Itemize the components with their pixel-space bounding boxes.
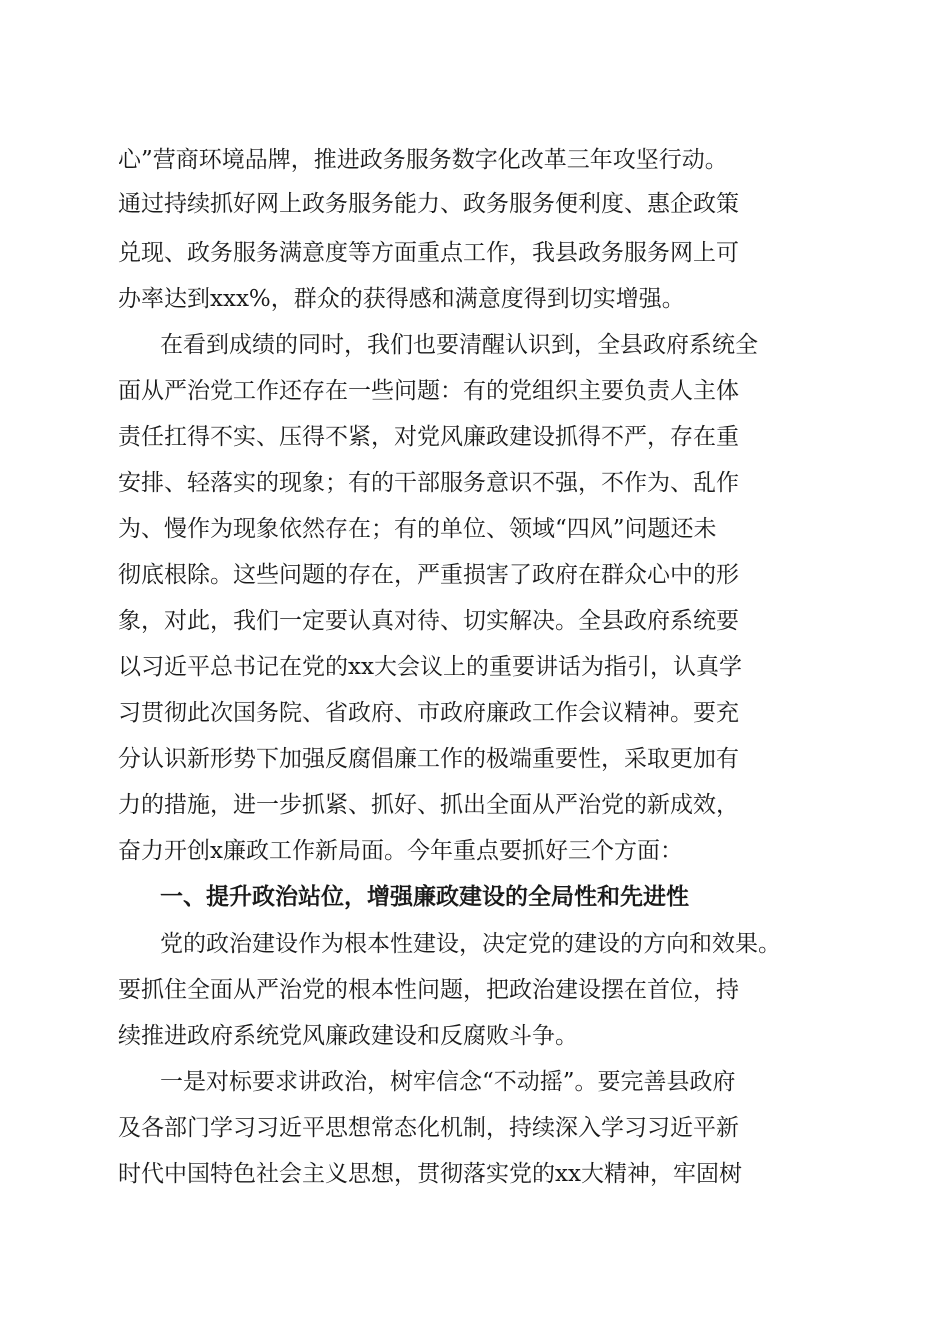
paragraph-line: 续推进政府系统党风廉政建设和反腐败斗争。 bbox=[118, 1023, 578, 1049]
paragraph-line: 心”营商环境品牌，推进政务服务数字化改革三年攻坚行动。 bbox=[118, 147, 728, 173]
paragraph-line: 兑现、政务服务满意度等方面重点工作，我县政务服务网上可 bbox=[118, 240, 739, 266]
paragraph-line: 责任扛得不实、压得不紧，对党风廉政建设抓得不严，存在重 bbox=[118, 424, 739, 450]
paragraph-line: 面从严治党工作还存在一些问题：有的党组织主要负责人主体 bbox=[118, 378, 739, 404]
paragraph-line: 象，对此，我们一定要认真对待、切实解决。全县政府系统要 bbox=[118, 608, 739, 634]
paragraph-line: 党的政治建设作为根本性建设，决定党的建设的方向和效果。 bbox=[160, 931, 781, 957]
paragraph-line: 时代中国特色社会主义思想，贯彻落实党的xx大精神，牢固树 bbox=[118, 1161, 742, 1187]
paragraph-line: 办率达到xxx%，群众的获得感和满意度得到切实增强。 bbox=[118, 286, 685, 312]
section-heading: 一、提升政治站位，增强廉政建设的全局性和先进性 bbox=[160, 884, 689, 910]
paragraph-line: 彻底根除。这些问题的存在，严重损害了政府在群众心中的形 bbox=[118, 562, 739, 588]
paragraph-line: 以习近平总书记在党的xx大会议上的重要讲话为指引，认真学 bbox=[118, 654, 742, 680]
paragraph-line: 要抓住全面从严治党的根本性问题，把政治建设摆在首位，持 bbox=[118, 977, 739, 1003]
paragraph-line: 为、慢作为现象依然存在；有的单位、领域“四风”问题还未 bbox=[118, 516, 717, 542]
paragraph-line: 力的措施，进一步抓紧、抓好、抓出全面从严治党的新成效， bbox=[118, 792, 739, 818]
paragraph-line: 及各部门学习习近平思想常态化机制，持续深入学习习近平新 bbox=[118, 1115, 739, 1141]
paragraph-line: 通过持续抓好网上政务服务能力、政务服务便利度、惠企政策 bbox=[118, 191, 739, 217]
paragraph-line: 在看到成绩的同时，我们也要清醒认识到，全县政府系统全 bbox=[160, 332, 758, 358]
paragraph-line: 一是对标要求讲政治，树牢信念“不动摇”。要完善县政府 bbox=[160, 1069, 736, 1095]
paragraph-line: 习贯彻此次国务院、省政府、市政府廉政工作会议精神。要充 bbox=[118, 700, 739, 726]
paragraph-line: 奋力开创x廉政工作新局面。今年重点要抓好三个方面： bbox=[118, 838, 683, 864]
paragraph-line: 分认识新形势下加强反腐倡廉工作的极端重要性，采取更加有 bbox=[118, 746, 739, 772]
paragraph-line: 安排、轻落实的现象；有的干部服务意识不强，不作为、乱作 bbox=[118, 470, 739, 496]
